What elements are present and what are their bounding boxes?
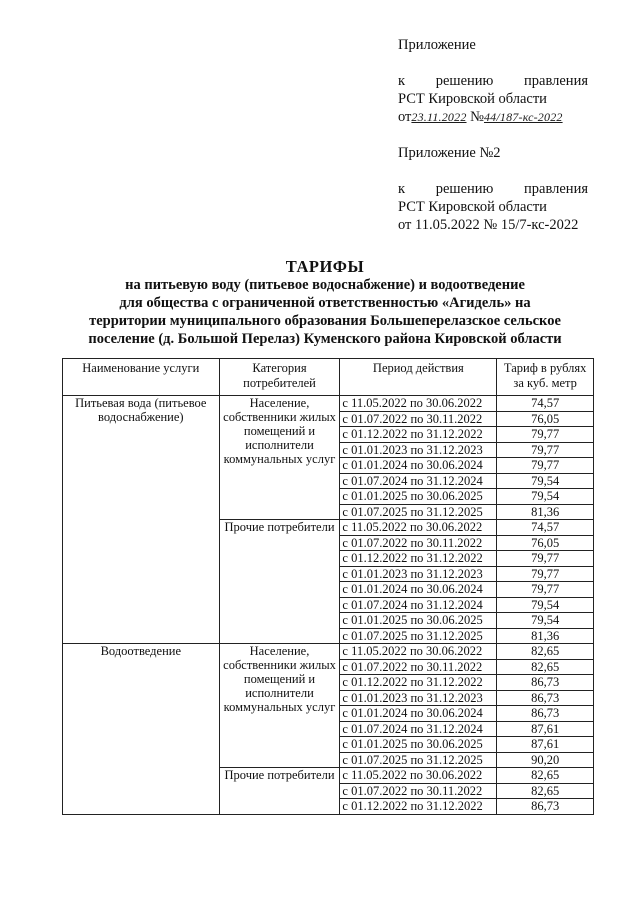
period-cell: с 01.07.2024 по 31.12.2024 bbox=[340, 721, 497, 737]
board-word: правления bbox=[524, 181, 588, 197]
category-other: Прочие потребители bbox=[219, 768, 340, 815]
tariff-cell: 90,20 bbox=[497, 752, 594, 768]
period-cell: с 01.07.2025 по 31.12.2025 bbox=[340, 628, 497, 644]
category-population: Население, собственники жилых помещений и исполнители коммунальных услуг bbox=[219, 396, 340, 520]
period-cell: с 01.01.2025 по 30.06.2025 bbox=[340, 613, 497, 629]
from-label: от bbox=[398, 109, 412, 125]
tariff-cell: 82,65 bbox=[497, 768, 594, 784]
tariff-cell: 87,61 bbox=[497, 721, 594, 737]
appendix-1-title: Приложение bbox=[398, 37, 476, 53]
heading-line-2: для общества с ограниченной ответственностью «Агидель» на bbox=[119, 295, 531, 311]
tariff-cell: 82,65 bbox=[497, 783, 594, 799]
tariff-cell: 76,05 bbox=[497, 411, 594, 427]
board-word: правления bbox=[524, 73, 588, 89]
appendix-1-block bbox=[398, 36, 588, 126]
period-cell: с 11.05.2022 по 30.06.2022 bbox=[340, 768, 497, 784]
tariff-cell: 74,57 bbox=[497, 396, 594, 412]
header-period: Период действия bbox=[340, 359, 497, 396]
header-tariff: Тариф в рублях за куб. метр bbox=[497, 359, 594, 396]
period-cell: с 01.07.2024 по 31.12.2024 bbox=[340, 473, 497, 489]
tariff-cell: 82,65 bbox=[497, 644, 594, 660]
table-row bbox=[63, 644, 594, 660]
period-cell: с 01.12.2022 по 31.12.2022 bbox=[340, 799, 497, 815]
period-cell: с 01.12.2022 по 31.12.2022 bbox=[340, 675, 497, 691]
appendix-2-date-line: от 11.05.2022 № 15/7-кс-2022 bbox=[398, 217, 579, 233]
period-cell: с 01.01.2024 по 30.06.2024 bbox=[340, 582, 497, 598]
document-title: ТАРИФЫ bbox=[285, 257, 365, 276]
period-cell: с 01.01.2024 по 30.06.2024 bbox=[340, 706, 497, 722]
decision-word: решению bbox=[435, 181, 494, 197]
service-drainage: Водоотведение bbox=[63, 644, 220, 815]
category-other: Прочие потребители bbox=[219, 520, 340, 644]
period-cell: с 01.01.2023 по 31.12.2023 bbox=[340, 690, 497, 706]
appendix-2-decision-line bbox=[398, 180, 588, 198]
tariff-cell: 79,77 bbox=[497, 458, 594, 474]
tariff-cell: 86,73 bbox=[497, 799, 594, 815]
appendix-2-title: Приложение №2 bbox=[398, 145, 501, 161]
category-population: Население, собственники жилых помещений и исполнители коммунальных услуг bbox=[219, 644, 340, 768]
tariff-cell: 79,77 bbox=[497, 427, 594, 443]
tariff-cell: 79,77 bbox=[497, 442, 594, 458]
appendix-2-org: РСТ Кировской области bbox=[398, 199, 547, 215]
period-cell: с 01.01.2023 по 31.12.2023 bbox=[340, 566, 497, 582]
period-cell: с 01.07.2022 по 30.11.2022 bbox=[340, 659, 497, 675]
tariff-cell: 79,54 bbox=[497, 473, 594, 489]
tariff-cell: 86,73 bbox=[497, 690, 594, 706]
period-cell: с 11.05.2022 по 30.06.2022 bbox=[340, 396, 497, 412]
period-cell: с 01.01.2025 по 30.06.2025 bbox=[340, 737, 497, 753]
appendix-1-org: РСТ Кировской области bbox=[398, 91, 547, 107]
tariff-cell: 76,05 bbox=[497, 535, 594, 551]
period-cell: с 01.01.2023 по 31.12.2023 bbox=[340, 442, 497, 458]
appendix-1-date-line bbox=[398, 108, 588, 126]
tariff-cell: 79,77 bbox=[497, 551, 594, 567]
period-cell: с 01.07.2022 по 30.11.2022 bbox=[340, 535, 497, 551]
to-word: к bbox=[398, 73, 406, 89]
period-cell: с 01.07.2022 по 30.11.2022 bbox=[340, 783, 497, 799]
period-cell: с 01.07.2025 по 31.12.2025 bbox=[340, 752, 497, 768]
tariff-cell: 79,77 bbox=[497, 582, 594, 598]
header-category: Категория потребителей bbox=[219, 359, 340, 396]
appendix-2-block bbox=[398, 144, 588, 234]
tariff-cell: 86,73 bbox=[497, 675, 594, 691]
to-word: к bbox=[398, 181, 406, 197]
heading-line-3: территории муниципального образования Большеперелазское сельское bbox=[89, 313, 561, 329]
period-cell: с 11.05.2022 по 30.06.2022 bbox=[340, 520, 497, 536]
period-cell: с 01.01.2025 по 30.06.2025 bbox=[340, 489, 497, 505]
tariff-cell: 74,57 bbox=[497, 520, 594, 536]
table-header-row bbox=[63, 359, 594, 396]
period-cell: с 01.12.2022 по 31.12.2022 bbox=[340, 427, 497, 443]
tariff-cell: 81,36 bbox=[497, 504, 594, 520]
number-label: № bbox=[470, 109, 484, 125]
table-row bbox=[63, 396, 594, 412]
period-cell: с 01.07.2024 по 31.12.2024 bbox=[340, 597, 497, 613]
tariff-cell: 82,65 bbox=[497, 659, 594, 675]
tariff-cell: 79,54 bbox=[497, 613, 594, 629]
tariff-cell: 81,36 bbox=[497, 628, 594, 644]
tariff-cell: 79,54 bbox=[497, 489, 594, 505]
header-service: Наименование услуги bbox=[63, 359, 220, 396]
tariff-cell: 79,77 bbox=[497, 566, 594, 582]
period-cell: с 01.07.2022 по 30.11.2022 bbox=[340, 411, 497, 427]
handwritten-date: 23.11.2022 bbox=[411, 110, 467, 124]
period-cell: с 01.07.2025 по 31.12.2025 bbox=[340, 504, 497, 520]
service-water: Питьевая вода (питьевое водоснабжение) bbox=[63, 396, 220, 644]
handwritten-number: 44/187-кс-2022 bbox=[483, 110, 563, 124]
tariff-table bbox=[62, 358, 594, 815]
heading-line-4: поселение (д. Большой Перелаз) Куменского района Кировской области bbox=[88, 331, 562, 347]
heading-line-1: на питьевую воду (питьевое водоснабжение) и водоотведение bbox=[125, 277, 525, 293]
appendix-1-decision-line bbox=[398, 72, 588, 90]
tariff-cell: 86,73 bbox=[497, 706, 594, 722]
tariff-cell: 87,61 bbox=[497, 737, 594, 753]
period-cell: с 11.05.2022 по 30.06.2022 bbox=[340, 644, 497, 660]
decision-word: решению bbox=[435, 73, 494, 89]
document-heading bbox=[40, 258, 610, 348]
tariff-cell: 79,54 bbox=[497, 597, 594, 613]
period-cell: с 01.12.2022 по 31.12.2022 bbox=[340, 551, 497, 567]
period-cell: с 01.01.2024 по 30.06.2024 bbox=[340, 458, 497, 474]
